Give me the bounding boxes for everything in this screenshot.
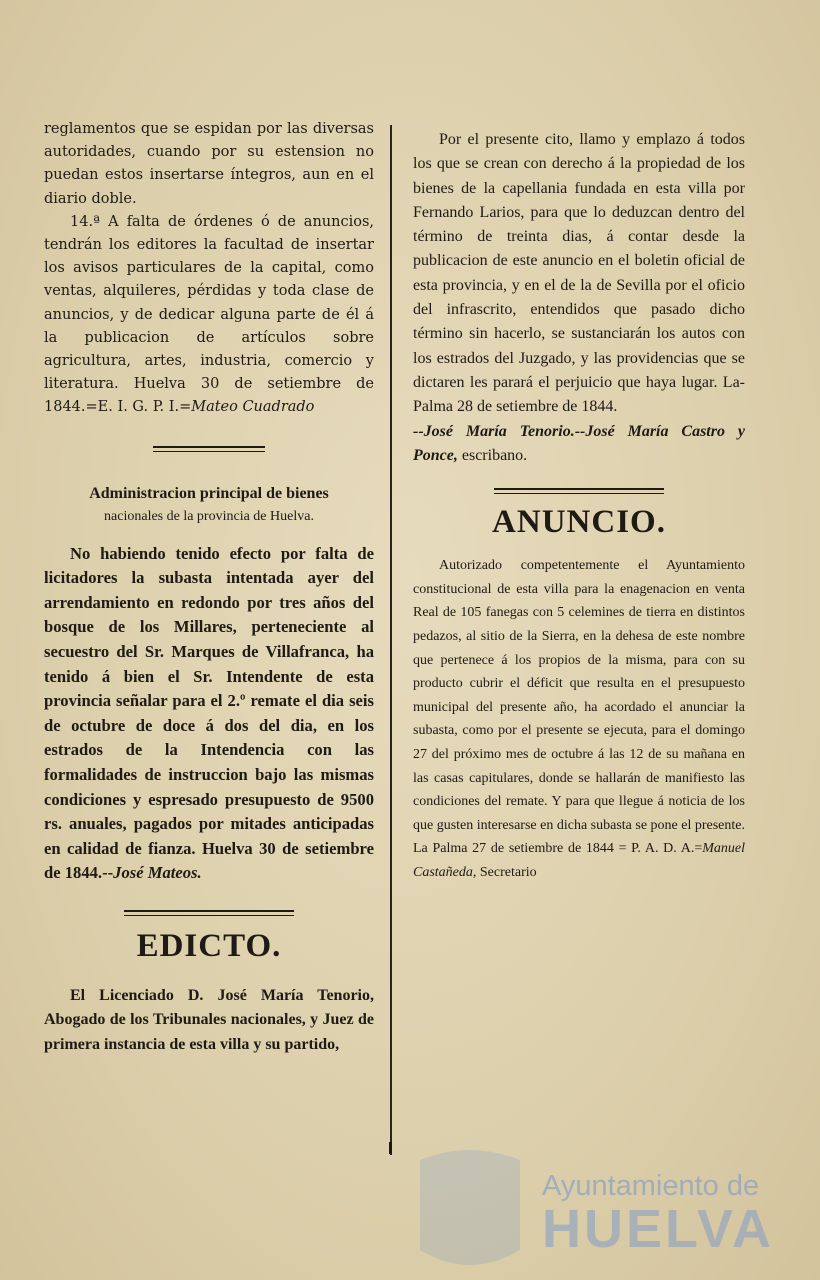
watermark-line-1: Ayuntamiento de — [542, 1170, 760, 1202]
admin-body-text: No habiendo tenido efecto por falta de licitadores la subasta intentada ayer del arrendamiento en redondo por tres años del bosque de los Millares, perteneciente al secuestro del Sr. Marques de Villafranca, ha tenido á bien el Sr. Intendente de esta provincia señalar para el 2.º remate el dia seis de octubre de doce á dos del dia, en los estrados de la Intendencia con las formalidades de instruccion bajo las mismas condiciones y espresado presupuesto de 9500 rs. anuales, pagados por mitades anticipadas en calidad de fianza. Huelva 30 de setiembre de 1844.-- — [44, 543, 374, 883]
admin-signature: José Mateos. — [113, 863, 202, 883]
anuncio-body — [413, 554, 745, 884]
article-14-paragraph — [44, 211, 374, 420]
admin-subheading: nacionales de la provincia de Huelva. — [104, 508, 314, 524]
column-divider — [390, 125, 392, 1155]
admin-heading: Administracion principal de bienes — [89, 484, 329, 502]
left-column — [44, 118, 374, 1057]
column-divider-end — [389, 1142, 392, 1154]
anuncio-body-text: Autorizado competentemente el Ayuntamiento constitucional de esta villa para la enagenacion en venta Real de 105 fanegas con 5 celemines de tierra en distintos pedazos, al sitio de la Sierra, en la dehesa de este nombre que pertenece á los propios de la misma, para con su producto cubrir el déficit que resulta en el presupuesto municipal del presente año, ha acordado el anunciar la subasta, como por el presente se ejecuta, para el domingo 27 del próximo mes de octubre á las 12 de su mañana en las casas capitulares, donde se hallarán de manifiesto las condiciones del remate. Y para que llegue á noticia de los que gusten interesarse en dicha subasta se pone el presente. La Palma 27 de setiembre de 1844 = P. A. D. A.= — [413, 558, 745, 857]
edicto-signature: --José María Tenorio.--José María Castro y Ponce, — [413, 422, 745, 464]
anuncio-role: Secretario — [479, 864, 537, 880]
anuncio-title: ANUNCIO. — [492, 504, 666, 541]
article-14-number: 14.ª — [70, 213, 100, 230]
article-14-text: A falta de órdenes ó de anuncios, tendrán los editores la facultad de insertar los avisos particulares de la capital, como ventas, alquileres, pérdidas y toda clase de anuncios, y de dedicar alguna parte de él á la publicacion de artículos sobre agricultura, artes, industria, comercio y literatura. Huelva 30 de setiembre de 1844.=E. I. G. P. I.= — [44, 213, 375, 416]
watermark-line-2: HUELVA — [542, 1199, 774, 1259]
edicto-title: EDICTO. — [136, 927, 282, 964]
edicto-intro: El Licenciado D. José María Tenorio, Abogado de los Tribunales nacionales, y Juez de primera instancia de esta villa y su partido, — [44, 986, 374, 1053]
article-14-signature: Mateo Cuadrado — [191, 399, 315, 416]
edicto-signatures — [413, 420, 745, 469]
admin-body — [44, 542, 374, 886]
edicto-role: escribano. — [461, 446, 528, 464]
continuation-paragraph: reglamentos que se espidan por las diversas autoridades, cuando por su estension no puedan estos insertarse íntegros, aun en el diario doble. — [44, 121, 374, 207]
anuncio-signature: Manuel Castañeda, — [413, 841, 745, 880]
edicto-continuation: Por el presente cito, llamo y emplazo á todos los que se crean con derecho á la propiedad de los bienes de la capellania fundada en esta villa por Fernando Larios, para que lo deduzcan dentro del término de treinta dias, á contar desde la publicacion de este anuncio en el boletin oficial de esta provincia, y en el de la de Sevilla por el oficio del infrascrito, entendidos que pasado dicho término sin hacerlo, se sustanciarán los autos con los estrados del Juzgado, y las providencias que se dictaren les parará el perjuicio que haya lugar. La-Palma 28 de setiembre de 1844. — [413, 131, 745, 416]
right-column — [413, 128, 745, 884]
